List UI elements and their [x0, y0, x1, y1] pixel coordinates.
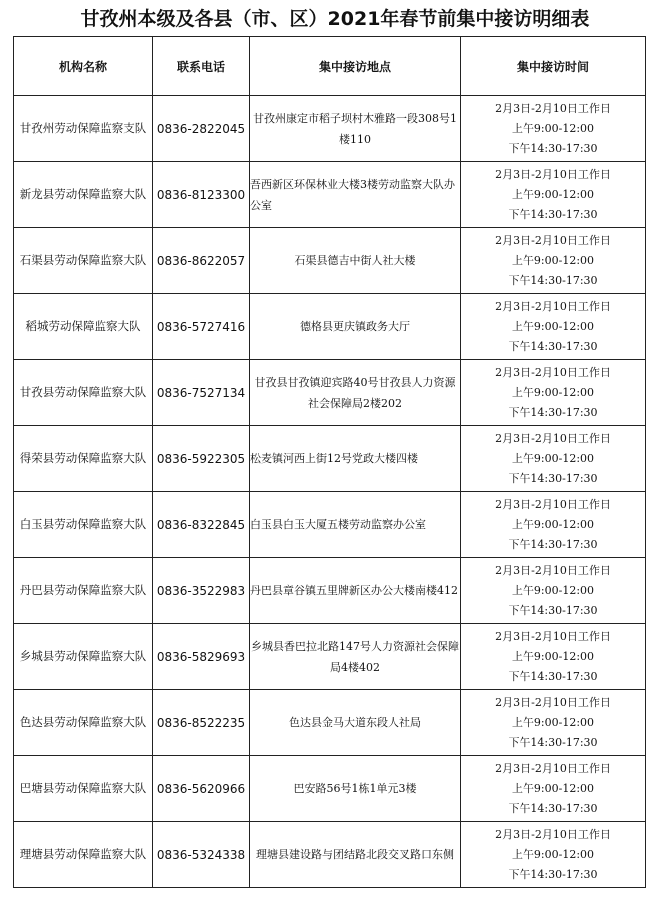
time-afternoon: 下午14:30-17:30 [508, 669, 598, 683]
phone-cell: 0836-5620966 [153, 756, 250, 822]
time-date-range: 2月3日-2月10日工作日 [495, 497, 611, 511]
table-row [14, 690, 646, 756]
time-afternoon: 下午14:30-17:30 [508, 339, 598, 353]
time-morning: 上午9:00-12:00 [511, 385, 595, 399]
time-afternoon: 下午14:30-17:30 [508, 801, 598, 815]
org-name-cell: 得荣县劳动保障监察大队 [14, 426, 153, 492]
time-morning: 上午9:00-12:00 [511, 781, 595, 795]
time-morning: 上午9:00-12:00 [511, 517, 595, 531]
address-cell: 丹巴县章谷镇五里牌新区办公大楼南楼412 [250, 558, 461, 624]
header-address: 集中接访地点 [250, 37, 461, 96]
time-morning: 上午9:00-12:00 [511, 649, 595, 663]
phone-cell: 0836-8522235 [153, 690, 250, 756]
time-date-range: 2月3日-2月10日工作日 [495, 695, 611, 709]
phone-cell: 0836-8322845 [153, 492, 250, 558]
visit-schedule-table [13, 36, 646, 888]
time-cell [461, 162, 646, 228]
org-name-cell: 甘孜县劳动保障监察大队 [14, 360, 153, 426]
org-name-cell: 白玉县劳动保障监察大队 [14, 492, 153, 558]
org-name-cell: 新龙县劳动保障监察大队 [14, 162, 153, 228]
time-date-range: 2月3日-2月10日工作日 [495, 629, 611, 643]
table-row [14, 624, 646, 690]
time-date-range: 2月3日-2月10日工作日 [495, 299, 611, 313]
time-cell [461, 558, 646, 624]
table-row [14, 426, 646, 492]
time-afternoon: 下午14:30-17:30 [508, 867, 598, 881]
table-row [14, 558, 646, 624]
address-cell: 色达县金马大道东段人社局 [250, 690, 461, 756]
time-morning: 上午9:00-12:00 [511, 715, 595, 729]
time-morning: 上午9:00-12:00 [511, 253, 595, 267]
org-name-cell: 乡城县劳动保障监察大队 [14, 624, 153, 690]
time-cell [461, 294, 646, 360]
table-row [14, 822, 646, 888]
time-date-range: 2月3日-2月10日工作日 [495, 563, 611, 577]
time-afternoon: 下午14:30-17:30 [508, 141, 598, 155]
table-row [14, 162, 646, 228]
time-afternoon: 下午14:30-17:30 [508, 735, 598, 749]
address-cell: 甘孜县甘孜镇迎宾路40号甘孜县人力资源社会保障局2楼202 [250, 360, 461, 426]
time-cell [461, 624, 646, 690]
time-afternoon: 下午14:30-17:30 [508, 207, 598, 221]
time-cell [461, 96, 646, 162]
time-afternoon: 下午14:30-17:30 [508, 273, 598, 287]
time-morning: 上午9:00-12:00 [511, 319, 595, 333]
org-name-cell: 稻城劳动保障监察大队 [14, 294, 153, 360]
address-cell: 德格县更庆镇政务大厅 [250, 294, 461, 360]
address-cell: 甘孜州康定市稻子坝村木雅路一段308号1楼110 [250, 96, 461, 162]
phone-cell: 0836-8622057 [153, 228, 250, 294]
org-name-cell: 丹巴县劳动保障监察大队 [14, 558, 153, 624]
table-row [14, 228, 646, 294]
phone-cell: 0836-8123300 [153, 162, 250, 228]
org-name-cell: 甘孜州劳动保障监察支队 [14, 96, 153, 162]
phone-cell: 0836-7527134 [153, 360, 250, 426]
org-name-cell: 色达县劳动保障监察大队 [14, 690, 153, 756]
header-org-name: 机构名称 [14, 37, 153, 96]
time-date-range: 2月3日-2月10日工作日 [495, 827, 611, 841]
org-name-cell: 石渠县劳动保障监察大队 [14, 228, 153, 294]
time-date-range: 2月3日-2月10日工作日 [495, 761, 611, 775]
time-date-range: 2月3日-2月10日工作日 [495, 233, 611, 247]
table-row [14, 96, 646, 162]
header-phone: 联系电话 [153, 37, 250, 96]
address-cell: 松麦镇河西上街12号党政大楼四楼 [250, 426, 461, 492]
org-name-cell: 理塘县劳动保障监察大队 [14, 822, 153, 888]
phone-cell: 0836-2822045 [153, 96, 250, 162]
page-title: 甘孜州本级及各县（市、区）2021年春节前集中接访明细表 [80, 8, 590, 30]
table-row [14, 492, 646, 558]
address-cell: 石渠县德吉中街人社大楼 [250, 228, 461, 294]
time-afternoon: 下午14:30-17:30 [508, 471, 598, 485]
time-afternoon: 下午14:30-17:30 [508, 603, 598, 617]
time-cell [461, 756, 646, 822]
time-morning: 上午9:00-12:00 [511, 187, 595, 201]
phone-cell: 0836-3522983 [153, 558, 250, 624]
time-cell [461, 822, 646, 888]
time-morning: 上午9:00-12:00 [511, 583, 595, 597]
table-header-row [14, 37, 646, 96]
table-row [14, 756, 646, 822]
phone-cell: 0836-5922305 [153, 426, 250, 492]
address-cell: 白玉县白玉大厦五楼劳动监察办公室 [250, 492, 461, 558]
address-cell: 理塘县建设路与团结路北段交叉路口东侧 [250, 822, 461, 888]
time-cell [461, 690, 646, 756]
address-cell: 吾西新区环保林业大楼3楼劳动监察大队办公室 [250, 162, 461, 228]
phone-cell: 0836-5727416 [153, 294, 250, 360]
time-morning: 上午9:00-12:00 [511, 451, 595, 465]
time-date-range: 2月3日-2月10日工作日 [495, 365, 611, 379]
time-cell [461, 426, 646, 492]
phone-cell: 0836-5324338 [153, 822, 250, 888]
time-cell [461, 360, 646, 426]
time-afternoon: 下午14:30-17:30 [508, 405, 598, 419]
table-row [14, 360, 646, 426]
time-date-range: 2月3日-2月10日工作日 [495, 101, 611, 115]
time-date-range: 2月3日-2月10日工作日 [495, 167, 611, 181]
time-cell [461, 492, 646, 558]
org-name-cell: 巴塘县劳动保障监察大队 [14, 756, 153, 822]
address-cell: 乡城县香巴拉北路147号人力资源社会保障局4楼402 [250, 624, 461, 690]
time-date-range: 2月3日-2月10日工作日 [495, 431, 611, 445]
time-morning: 上午9:00-12:00 [511, 121, 595, 135]
time-cell [461, 228, 646, 294]
table-row [14, 294, 646, 360]
phone-cell: 0836-5829693 [153, 624, 250, 690]
header-time: 集中接访时间 [461, 37, 646, 96]
time-afternoon: 下午14:30-17:30 [508, 537, 598, 551]
time-morning: 上午9:00-12:00 [511, 847, 595, 861]
address-cell: 巴安路56号1栋1单元3楼 [250, 756, 461, 822]
